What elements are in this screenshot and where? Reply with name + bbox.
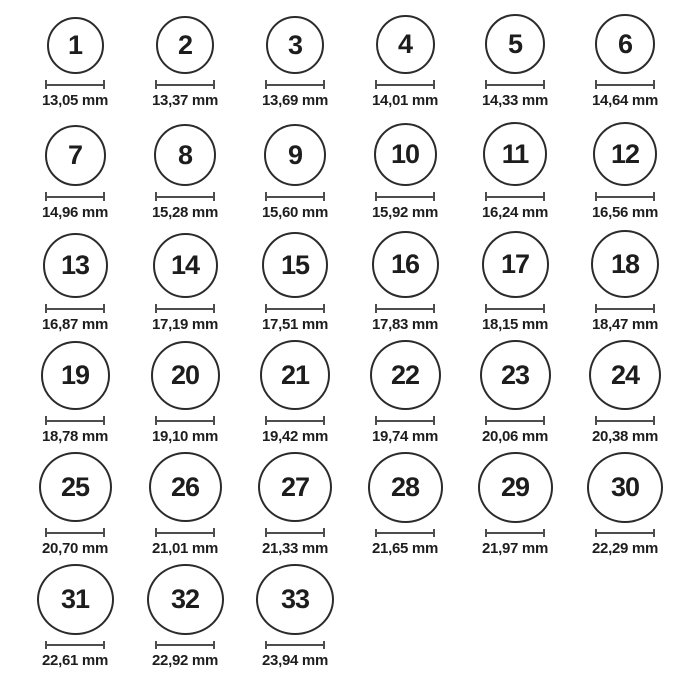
diameter-ruler-icon [45,192,105,201]
diameter-label: 16,87 mm [42,316,108,333]
diameter-ruler-icon [485,192,545,201]
diameter-label: 22,92 mm [152,652,218,669]
diameter-label: 15,92 mm [372,204,438,221]
ring-size-number: 5 [507,28,523,59]
diameter-label: 13,69 mm [262,92,328,109]
ring-size-cell [460,4,570,116]
ring-size-cell [570,228,680,340]
ring-size-cell [350,4,460,116]
diameter-ruler-icon [595,416,655,425]
diameter-label: 15,28 mm [152,204,218,221]
ring-size-number: 12 [610,138,640,169]
ring-size-number: 16 [390,249,420,279]
diameter-label: 13,05 mm [42,92,108,109]
diameter-ruler-icon [375,416,435,425]
diameter-ruler-icon [265,80,325,89]
diameter-label: 14,64 mm [592,92,658,109]
ring-size-number: 3 [287,29,303,60]
ring-circle [368,452,443,523]
diameter-label: 21,01 mm [152,540,218,557]
ring-size-number: 18 [610,248,640,279]
diameter-ruler-icon [45,641,105,649]
ring-size-cell [130,452,240,564]
ring-size-number: 31 [60,583,90,614]
ring-circle [376,15,435,74]
diameter-label: 21,33 mm [262,540,328,557]
ring-circle [260,340,330,410]
ring-size-number: 25 [60,471,90,502]
ring-circle [587,452,663,523]
ring-size-number: 13 [60,250,90,280]
diameter-label: 13,37 mm [152,92,218,109]
ring-size-number: 17 [500,249,530,279]
ring-size-number: 20 [170,360,200,390]
diameter-label: 20,06 mm [482,428,548,445]
diameter-ruler-icon [45,80,105,89]
diameter-label: 18,47 mm [592,316,658,333]
ring-size-cell [240,228,350,340]
diameter-ruler-icon [485,529,545,537]
diameter-label: 16,56 mm [592,204,658,221]
ring-size-cell [20,228,130,340]
ring-circle [593,122,657,186]
ring-circle [147,564,224,635]
ring-circle [262,232,328,298]
ring-size-cell [20,340,130,452]
ring-size-number: 1 [67,30,83,60]
ring-circle [151,341,220,410]
ring-size-cell [570,4,680,116]
diameter-label: 16,24 mm [482,204,548,221]
diameter-ruler-icon [155,80,215,89]
diameter-ruler-icon [155,528,215,537]
ring-size-number: 22 [390,359,420,390]
diameter-label: 19,74 mm [372,428,438,445]
ring-size-cell [130,116,240,228]
ring-size-cell [130,4,240,116]
ring-circle [37,564,114,635]
ring-circle [483,122,547,186]
diameter-ruler-icon [595,192,655,201]
ring-circle [480,340,551,410]
ring-size-number: 6 [617,28,633,59]
ring-circle [482,231,549,298]
diameter-ruler-icon [45,416,105,425]
diameter-ruler-icon [265,192,325,201]
ring-circle [264,124,326,186]
ring-circle [258,452,332,522]
ring-size-cell [240,116,350,228]
ring-size-number: 32 [170,583,200,614]
ring-size-number: 15 [280,249,310,280]
diameter-ruler-icon [265,641,325,649]
ring-size-cell [20,116,130,228]
diameter-ruler-icon [485,80,545,89]
ring-circle [370,340,441,410]
diameter-ruler-icon [375,80,435,89]
ring-circle [45,125,106,186]
diameter-ruler-icon [595,304,655,313]
ring-circle [591,230,659,298]
diameter-ruler-icon [265,416,325,425]
diameter-label: 19,42 mm [262,428,328,445]
diameter-label: 14,33 mm [482,92,548,109]
diameter-ruler-icon [375,529,435,537]
ring-size-number: 33 [280,583,310,614]
diameter-ruler-icon [375,304,435,313]
ring-size-cell [240,340,350,452]
ring-circle [39,452,112,522]
diameter-label: 23,94 mm [262,652,328,669]
diameter-ruler-icon [45,528,105,537]
ring-size-number: 28 [390,471,420,502]
ring-size-chart [20,4,680,676]
ring-size-cell [240,564,350,676]
ring-circle [156,16,214,74]
ring-size-number: 9 [287,139,303,170]
ring-size-number: 30 [610,471,640,502]
ring-size-cell [570,340,680,452]
diameter-ruler-icon [375,192,435,201]
diameter-ruler-icon [155,641,215,649]
ring-size-number: 26 [170,471,200,502]
ring-circle [153,233,218,298]
diameter-label: 20,38 mm [592,428,658,445]
diameter-label: 14,96 mm [42,204,108,221]
diameter-label: 19,10 mm [152,428,218,445]
ring-size-number: 4 [397,29,413,59]
diameter-label: 15,60 mm [262,204,328,221]
ring-circle [589,340,661,410]
ring-size-number: 24 [610,359,640,390]
ring-circle [47,17,104,74]
diameter-ruler-icon [155,304,215,313]
ring-size-cell [20,564,130,676]
ring-size-number: 10 [390,139,420,169]
ring-size-cell [130,340,240,452]
diameter-label: 21,65 mm [372,540,438,557]
ring-circle [485,14,545,74]
ring-size-number: 8 [177,139,193,170]
ring-size-number: 29 [500,471,530,502]
diameter-ruler-icon [485,304,545,313]
ring-size-cell [240,452,350,564]
ring-circle [266,16,324,74]
ring-circle [374,123,437,186]
ring-size-number: 7 [67,140,83,170]
diameter-ruler-icon [595,529,655,537]
diameter-label: 17,51 mm [262,316,328,333]
ring-size-cell [460,340,570,452]
ring-size-cell [460,452,570,564]
diameter-ruler-icon [265,528,325,537]
diameter-label: 22,29 mm [592,540,658,557]
ring-circle [256,564,334,635]
ring-size-cell [130,564,240,676]
ring-size-cell [570,452,680,564]
diameter-ruler-icon [155,192,215,201]
diameter-ruler-icon [265,304,325,313]
diameter-label: 21,97 mm [482,540,548,557]
diameter-label: 20,70 mm [42,540,108,557]
ring-size-cell [350,228,460,340]
ring-size-cell [350,340,460,452]
ring-size-number: 2 [177,29,193,60]
diameter-label: 18,15 mm [482,316,548,333]
ring-size-number: 23 [500,359,530,390]
diameter-label: 14,01 mm [372,92,438,109]
ring-size-cell [20,452,130,564]
diameter-ruler-icon [155,416,215,425]
ring-circle [41,341,110,410]
diameter-label: 17,83 mm [372,316,438,333]
diameter-label: 17,19 mm [152,316,218,333]
ring-size-cell [130,228,240,340]
ring-size-cell [240,4,350,116]
diameter-label: 22,61 mm [42,652,108,669]
ring-size-cell [460,116,570,228]
ring-size-cell [460,228,570,340]
ring-circle [149,452,222,522]
ring-size-number: 19 [60,360,90,390]
diameter-ruler-icon [45,304,105,313]
ring-circle [595,14,655,74]
ring-size-number: 21 [280,359,310,390]
ring-circle [154,124,216,186]
diameter-ruler-icon [595,80,655,89]
ring-size-cell [20,4,130,116]
ring-circle [372,231,439,298]
diameter-ruler-icon [485,416,545,425]
ring-size-number: 14 [170,250,200,280]
diameter-label: 18,78 mm [42,428,108,445]
ring-circle [43,233,108,298]
ring-size-number: 11 [501,138,529,169]
ring-size-cell [350,116,460,228]
ring-size-cell [350,452,460,564]
ring-circle [478,452,553,523]
ring-size-cell [570,116,680,228]
ring-size-number: 27 [280,471,310,502]
